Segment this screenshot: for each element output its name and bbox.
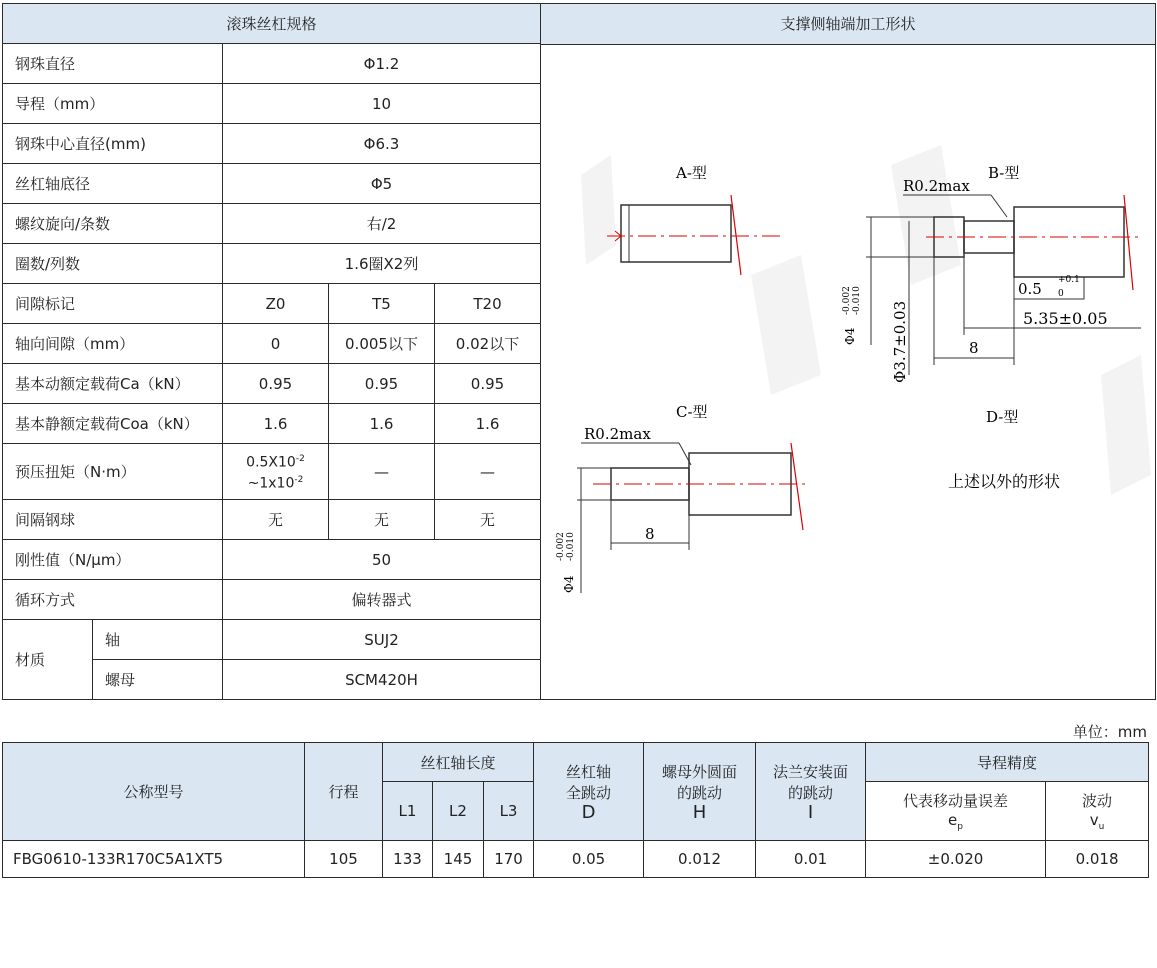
header-l3: L3 xyxy=(484,782,534,841)
d-type-drawing xyxy=(948,408,1060,491)
spec-table xyxy=(2,3,541,700)
header-rep-error-symbol: e xyxy=(948,811,958,829)
b-dim-05-up: +0.1 xyxy=(1058,275,1080,285)
header-runout xyxy=(534,743,644,841)
b-type-label: B-型 xyxy=(988,164,1020,182)
spec-value: 1.6 xyxy=(329,404,435,444)
b-phi4-tol-up: -0.002 xyxy=(842,286,852,315)
b-break-line xyxy=(1124,195,1133,290)
header-rep-error-sub: p xyxy=(957,822,963,832)
l1-cell: 133 xyxy=(383,841,433,878)
spec-row xyxy=(3,124,541,164)
header-wave xyxy=(1046,782,1149,841)
c-phi4: Φ4 xyxy=(562,575,576,593)
spec-label: 轴向间隙（mm） xyxy=(3,324,223,364)
watermark-shape xyxy=(581,155,616,265)
nut-runout-cell: 0.012 xyxy=(644,841,756,878)
spec-label: 预压扭矩（N·m） xyxy=(3,444,223,500)
spec-row xyxy=(3,284,541,324)
spec-label: 基本动额定载荷Ca（kN） xyxy=(3,364,223,404)
spec-label: 刚性值（N/μm） xyxy=(3,540,223,580)
spec-value: Φ5 xyxy=(223,164,541,204)
header-l2: L2 xyxy=(433,782,484,841)
watermark-shape xyxy=(1101,355,1151,495)
spec-value: T5 xyxy=(329,284,435,324)
material-label: 材质 xyxy=(3,620,93,700)
spec-label: 循环方式 xyxy=(3,580,223,620)
b-phi37: Φ3.7±0.03 xyxy=(891,300,909,383)
spec-value: 偏转器式 xyxy=(223,580,541,620)
spec-row xyxy=(3,364,541,404)
a-break-line xyxy=(731,195,741,275)
header-flange-runout-1: 法兰安装面 xyxy=(773,762,849,781)
header-runout-1: 丝杠轴 xyxy=(566,762,612,781)
spec-value: 右/2 xyxy=(223,204,541,244)
l2-cell: 145 xyxy=(433,841,484,878)
accuracy-table xyxy=(2,742,1149,878)
header-model: 公称型号 xyxy=(3,743,305,841)
c-type-drawing xyxy=(556,403,809,593)
material-nut-label: 螺母 xyxy=(93,660,223,700)
shape-drawings xyxy=(541,45,1155,699)
spec-label: 钢珠直径 xyxy=(3,44,223,84)
b-type-drawing xyxy=(842,164,1141,383)
watermark-shape xyxy=(891,145,961,285)
spec-label: 丝杠轴底径 xyxy=(3,164,223,204)
spec-value: T20 xyxy=(435,284,541,324)
spec-row xyxy=(3,444,541,500)
spec-value: 1.6 xyxy=(435,404,541,444)
spec-row xyxy=(3,204,541,244)
b-dim-05: 0.5 xyxy=(1018,280,1042,298)
spec-value: 0.005以下 xyxy=(329,324,435,364)
header-rep-error xyxy=(866,782,1046,841)
header-nut-runout xyxy=(644,743,756,841)
c-dim-8: 8 xyxy=(645,525,655,543)
spec-row xyxy=(3,404,541,444)
spec-row xyxy=(3,164,541,204)
material-shaft-label: 轴 xyxy=(93,620,223,660)
b-phi4: Φ4 xyxy=(843,327,857,345)
preload-line1: 0.5X10 xyxy=(246,454,296,471)
spec-label: 圈数/列数 xyxy=(3,244,223,284)
spec-row xyxy=(3,540,541,580)
preload-dash: — xyxy=(329,444,435,500)
spec-label: 导程（mm） xyxy=(3,84,223,124)
spec-label: 螺纹旋向/条数 xyxy=(3,204,223,244)
spec-value: 无 xyxy=(435,500,541,540)
header-nut-runout-2: 的跳动 xyxy=(677,783,723,802)
c-r-label: R0.2max xyxy=(584,425,651,443)
spec-label: 基本静额定载荷Coa（kN） xyxy=(3,404,223,444)
unit-label: 单位：mm xyxy=(1072,723,1147,741)
spec-row xyxy=(3,620,541,660)
b-dim-535: 5.35±0.05 xyxy=(1023,309,1108,328)
header-length: 丝杠轴长度 xyxy=(383,743,534,782)
spec-value: Z0 xyxy=(223,284,329,324)
spec-label: 间隔钢球 xyxy=(3,500,223,540)
header-l1: L1 xyxy=(383,782,433,841)
b-shaft-outline xyxy=(1014,207,1124,277)
spec-label: 间隙标记 xyxy=(3,284,223,324)
header-flange-runout-symbol: I xyxy=(807,801,814,823)
table-row xyxy=(3,841,1149,878)
header-runout-symbol: D xyxy=(581,801,596,823)
c-phi4-tol-low: -0.010 xyxy=(566,532,576,561)
spec-row xyxy=(3,500,541,540)
spec-title: 滚珠丝杠规格 xyxy=(3,4,541,44)
spec-value: 10 xyxy=(223,84,541,124)
d-type-text: 上述以外的形状 xyxy=(948,472,1061,491)
spec-row xyxy=(3,324,541,364)
c-phi4-tol-up: -0.002 xyxy=(556,532,566,561)
header-stroke: 行程 xyxy=(305,743,383,841)
spec-value: 0.02以下 xyxy=(435,324,541,364)
preload-exp1: -2 xyxy=(295,453,305,464)
header-runout-2: 全跳动 xyxy=(566,783,612,802)
spec-value: Φ6.3 xyxy=(223,124,541,164)
header-flange-runout xyxy=(756,743,866,841)
spec-label: 钢珠中心直径(mm) xyxy=(3,124,223,164)
header-rep-error-label: 代表移动量误差 xyxy=(903,792,1009,810)
spec-value: 1.6圈X2列 xyxy=(223,244,541,284)
b-r-label: R0.2max xyxy=(903,177,970,195)
c-break-line xyxy=(791,443,803,530)
d-type-label: D-型 xyxy=(986,408,1019,426)
spec-value: 0 xyxy=(223,324,329,364)
b-phi4-tol-low: -0.010 xyxy=(852,286,862,315)
spec-value: 无 xyxy=(223,500,329,540)
a-shaft-outline xyxy=(621,205,731,262)
a-type-label: A-型 xyxy=(676,164,707,182)
preload-dash: — xyxy=(435,444,541,500)
spec-title-row xyxy=(3,4,541,44)
shape-panel xyxy=(540,3,1156,700)
header-nut-runout-1: 螺母外圆面 xyxy=(662,762,738,781)
spec-row xyxy=(3,44,541,84)
preload-exp2: -2 xyxy=(294,474,304,485)
stroke-cell: 105 xyxy=(305,841,383,878)
b-leader-line xyxy=(991,195,1007,217)
runout-cell: 0.05 xyxy=(534,841,644,878)
flange-runout-cell: 0.01 xyxy=(756,841,866,878)
spec-value: Φ1.2 xyxy=(223,44,541,84)
spec-row xyxy=(3,84,541,124)
spec-value: 0.95 xyxy=(329,364,435,404)
header-nut-runout-symbol: H xyxy=(692,801,707,823)
material-shaft-value: SUJ2 xyxy=(223,620,541,660)
header-lead-accuracy: 导程精度 xyxy=(866,743,1149,782)
l3-cell: 170 xyxy=(484,841,534,878)
wave-cell: 0.018 xyxy=(1046,841,1149,878)
rep-error-cell: ±0.020 xyxy=(866,841,1046,878)
material-nut-value: SCM420H xyxy=(223,660,541,700)
spec-value: 0.95 xyxy=(223,364,329,404)
watermark-shape xyxy=(751,255,821,395)
header-flange-runout-2: 的跳动 xyxy=(788,783,834,802)
preload-value xyxy=(223,444,329,500)
header-wave-symbol: v xyxy=(1089,811,1099,829)
spec-row xyxy=(3,580,541,620)
spec-value: 0.95 xyxy=(435,364,541,404)
header-wave-sub: u xyxy=(1098,822,1105,832)
c-type-label: C-型 xyxy=(676,403,708,421)
header-row xyxy=(3,743,1149,782)
spec-value: 无 xyxy=(329,500,435,540)
header-wave-label: 波动 xyxy=(1082,792,1113,810)
b-dim-05-low: 0 xyxy=(1058,289,1064,299)
a-type-drawing xyxy=(607,164,781,275)
b-dim-8: 8 xyxy=(969,339,979,357)
shape-panel-title: 支撑侧轴端加工形状 xyxy=(541,4,1155,45)
spec-value: 1.6 xyxy=(223,404,329,444)
spec-row xyxy=(3,244,541,284)
preload-line2: ~1x10 xyxy=(247,475,295,492)
model-cell: FBG0610-133R170C5A1XT5 xyxy=(3,841,305,878)
spec-value: 50 xyxy=(223,540,541,580)
